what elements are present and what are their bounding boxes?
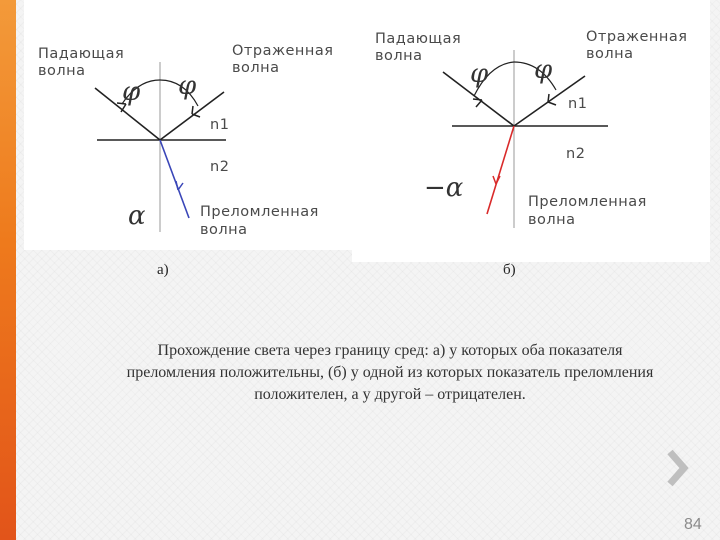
refracted-wave-label-b-1: Преломленная	[528, 194, 647, 210]
n1-label-a: n1	[210, 117, 230, 133]
caption-line-2: преломления положительны, (б) у одной из которых показатель преломления	[126, 364, 654, 381]
reflected-wave-label-a-1: Отраженная	[232, 43, 334, 59]
incident-wave-label-b-2: волна	[375, 48, 423, 64]
diagram-a	[38, 43, 334, 238]
refracted-wave-label-a-2: волна	[200, 222, 248, 238]
sublabel-a: а)	[157, 262, 169, 278]
page-number: 84	[684, 516, 702, 533]
angle-incident-b: φ	[470, 59, 489, 89]
angle-incident-a: φ	[122, 77, 141, 107]
figure-caption	[80, 340, 700, 406]
incident-wave-label-a-1: Падающая	[38, 46, 125, 62]
chevron-right-icon[interactable]	[662, 448, 690, 488]
n2-label-a: n2	[210, 159, 230, 175]
n1-label-b: n1	[568, 96, 588, 112]
refracted-ray-a	[160, 140, 189, 218]
angle-refracted-a: α	[128, 201, 146, 231]
refracted-arrow-a	[176, 181, 183, 190]
diagram-b	[375, 29, 688, 228]
refracted-wave-label-b-2: волна	[528, 212, 576, 228]
reflected-wave-label-a-2: волна	[232, 60, 280, 76]
incident-arrow-b	[473, 99, 482, 107]
refracted-ray-b	[487, 126, 514, 214]
refracted-wave-label-a-1: Преломленная	[200, 204, 319, 220]
refracted-arrow-b	[493, 176, 500, 184]
n2-label-b: n2	[566, 146, 586, 162]
reflected-wave-label-b-2: волна	[586, 46, 634, 62]
angle-reflected-a: φ	[178, 71, 197, 101]
incident-wave-label-a-2: волна	[38, 63, 86, 79]
caption-line-3: положителен, а у другой – отрицателен.	[254, 386, 526, 403]
angle-reflected-b: φ	[534, 55, 553, 85]
angle-refracted-b: −α	[424, 173, 464, 203]
sublabel-b: б)	[503, 262, 516, 278]
reflected-wave-label-b-1: Отраженная	[586, 29, 688, 45]
caption-line-1: Прохождение света через границу сред: а) у которых оба показателя	[157, 342, 623, 359]
incident-wave-label-b-1: Падающая	[375, 31, 462, 47]
